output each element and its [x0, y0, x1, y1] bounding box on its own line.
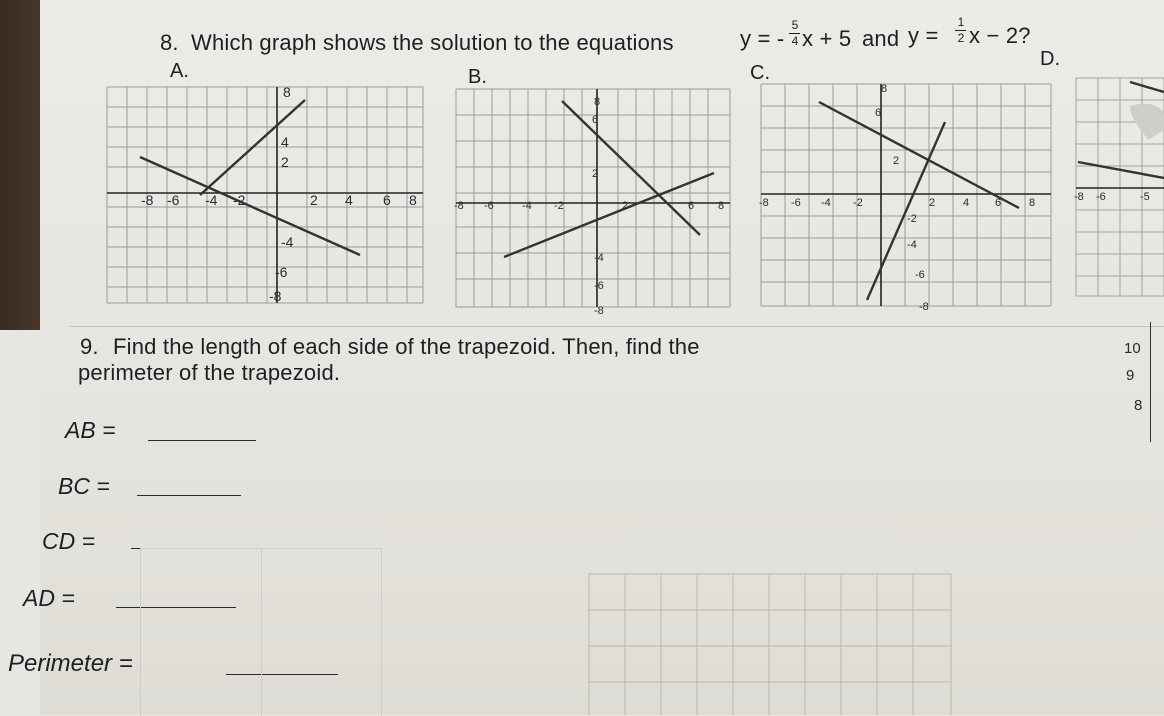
graph-c-tick: -6	[791, 197, 801, 209]
graph-d-line-2	[1130, 82, 1164, 92]
graph-b-tick: -6	[594, 280, 604, 292]
graph-c-tick: -4	[907, 239, 917, 251]
graph-c-line-1	[819, 102, 1019, 208]
graph-c-tick: -2	[907, 213, 917, 225]
graph-d-tick: -8	[1074, 191, 1084, 203]
section-divider	[70, 326, 1164, 327]
graph-a-tick: 2	[281, 154, 289, 170]
graph-b-tick: -4	[522, 200, 532, 212]
perimeter-label: Perimeter =	[8, 650, 133, 677]
graph-b-tick: -6	[484, 200, 494, 212]
ad-label: AD =	[23, 585, 75, 611]
bc-answer-blank[interactable]	[137, 495, 241, 496]
q9-number: 9.	[80, 334, 99, 359]
option-d-label[interactable]: D.	[1040, 48, 1060, 70]
graph-b-tick: 2	[622, 200, 629, 212]
graph-b-line-2	[504, 173, 714, 257]
graph-b[interactable]	[452, 85, 734, 315]
graph-a-tick: -4	[281, 234, 294, 250]
graph-a-tick: -6	[167, 192, 180, 208]
q8-text: Which graph shows the solution to the equations	[191, 30, 674, 55]
graph-c-tick: -8	[759, 197, 769, 209]
ab-label: AB =	[65, 417, 116, 443]
q8-and: and	[862, 26, 900, 51]
graph-c-tick: 8	[881, 83, 888, 95]
graph-a-tick: 4	[345, 192, 353, 208]
graph-c-tick: -8	[919, 301, 929, 312]
graph-c-tick: 8	[1029, 197, 1036, 209]
graph-d-tick: -5	[1140, 191, 1150, 203]
graph-a-tick: -8	[269, 288, 282, 304]
graph-c-tick: -2	[853, 197, 863, 209]
graph-a-tick: -6	[275, 264, 288, 280]
graph-c-tick: -6	[915, 269, 925, 281]
q9-line-2: perimeter of the trapezoid.	[78, 360, 341, 385]
graph-b-tick: -8	[594, 305, 604, 315]
graph-b-tick: 6	[592, 114, 599, 126]
graph-b-tick: 2	[592, 168, 599, 180]
side-axis-line	[1150, 322, 1151, 442]
bc-label: BC =	[58, 473, 110, 499]
graph-b-tick: -8	[454, 200, 464, 212]
q8-number: 8.	[160, 30, 179, 55]
faint-table	[140, 548, 382, 716]
option-b-label[interactable]: B.	[468, 66, 487, 88]
graph-c-tick: -4	[821, 197, 831, 209]
graph-c-tick: 4	[963, 197, 970, 209]
graph-a[interactable]	[105, 85, 427, 307]
graph-a-tick: -2	[233, 192, 246, 208]
side-axis-label: 8	[1134, 397, 1143, 414]
graph-a-tick: 2	[310, 192, 318, 208]
option-c-label[interactable]: C.	[750, 62, 770, 84]
graph-c-tick: 2	[893, 155, 900, 167]
graph-d-tick: -6	[1096, 191, 1106, 203]
side-axis-label: 10	[1124, 340, 1141, 357]
graph-d-line-1	[1078, 162, 1164, 178]
graph-b-tick: -4	[594, 252, 604, 264]
graph-c[interactable]	[757, 80, 1055, 312]
bottom-grid[interactable]	[585, 568, 955, 715]
side-axis-label: 9	[1126, 367, 1135, 384]
graph-c-tick: 6	[995, 197, 1002, 209]
graph-a-tick: 4	[281, 134, 289, 150]
graph-d[interactable]	[1070, 70, 1164, 300]
graph-b-tick: 6	[688, 200, 695, 212]
graph-b-tick: 8	[594, 96, 601, 108]
option-a-label[interactable]: A.	[170, 60, 189, 82]
graph-a-grid	[107, 87, 423, 303]
graph-b-tick: -2	[554, 200, 564, 212]
graph-a-tick: -4	[205, 192, 218, 208]
worksheet-photo: 8. Which graph shows the solution to the equations y = - 5 4 x + 5 and y = 1 2 x − 2? A. B. C. D. -8 -6 -4 -2 2 4 6 8 2 4 8 -4 -6 -8 -8 -6 -4 -2 2 6 8 8 6 2 -4 -6 -8 -8 -6 -4 -2 2 4 6 8 8 6 2 -2 -4 -6 -8 -8 -6 -5 9. Find the length of each side of the trapezoid. Then, find the perimeter of the trapezoid. AB = BC = CD = AD = Perimeter = 10 9 8	[0, 0, 1164, 715]
graph-a-tick: 8	[409, 192, 417, 208]
graph-b-line-1	[562, 101, 700, 235]
graph-a-tick: 8	[283, 85, 291, 100]
cd-label: CD =	[42, 528, 96, 554]
graph-c-tick: 6	[875, 107, 882, 119]
graph-b-tick: 8	[718, 200, 725, 212]
graph-c-tick: 2	[929, 197, 936, 209]
graph-a-tick: 6	[383, 192, 391, 208]
q9-line-1: Find the length of each side of the trapezoid. Then, find the	[113, 334, 700, 359]
graph-a-tick: -8	[141, 192, 154, 208]
ab-answer-blank[interactable]	[148, 440, 256, 441]
